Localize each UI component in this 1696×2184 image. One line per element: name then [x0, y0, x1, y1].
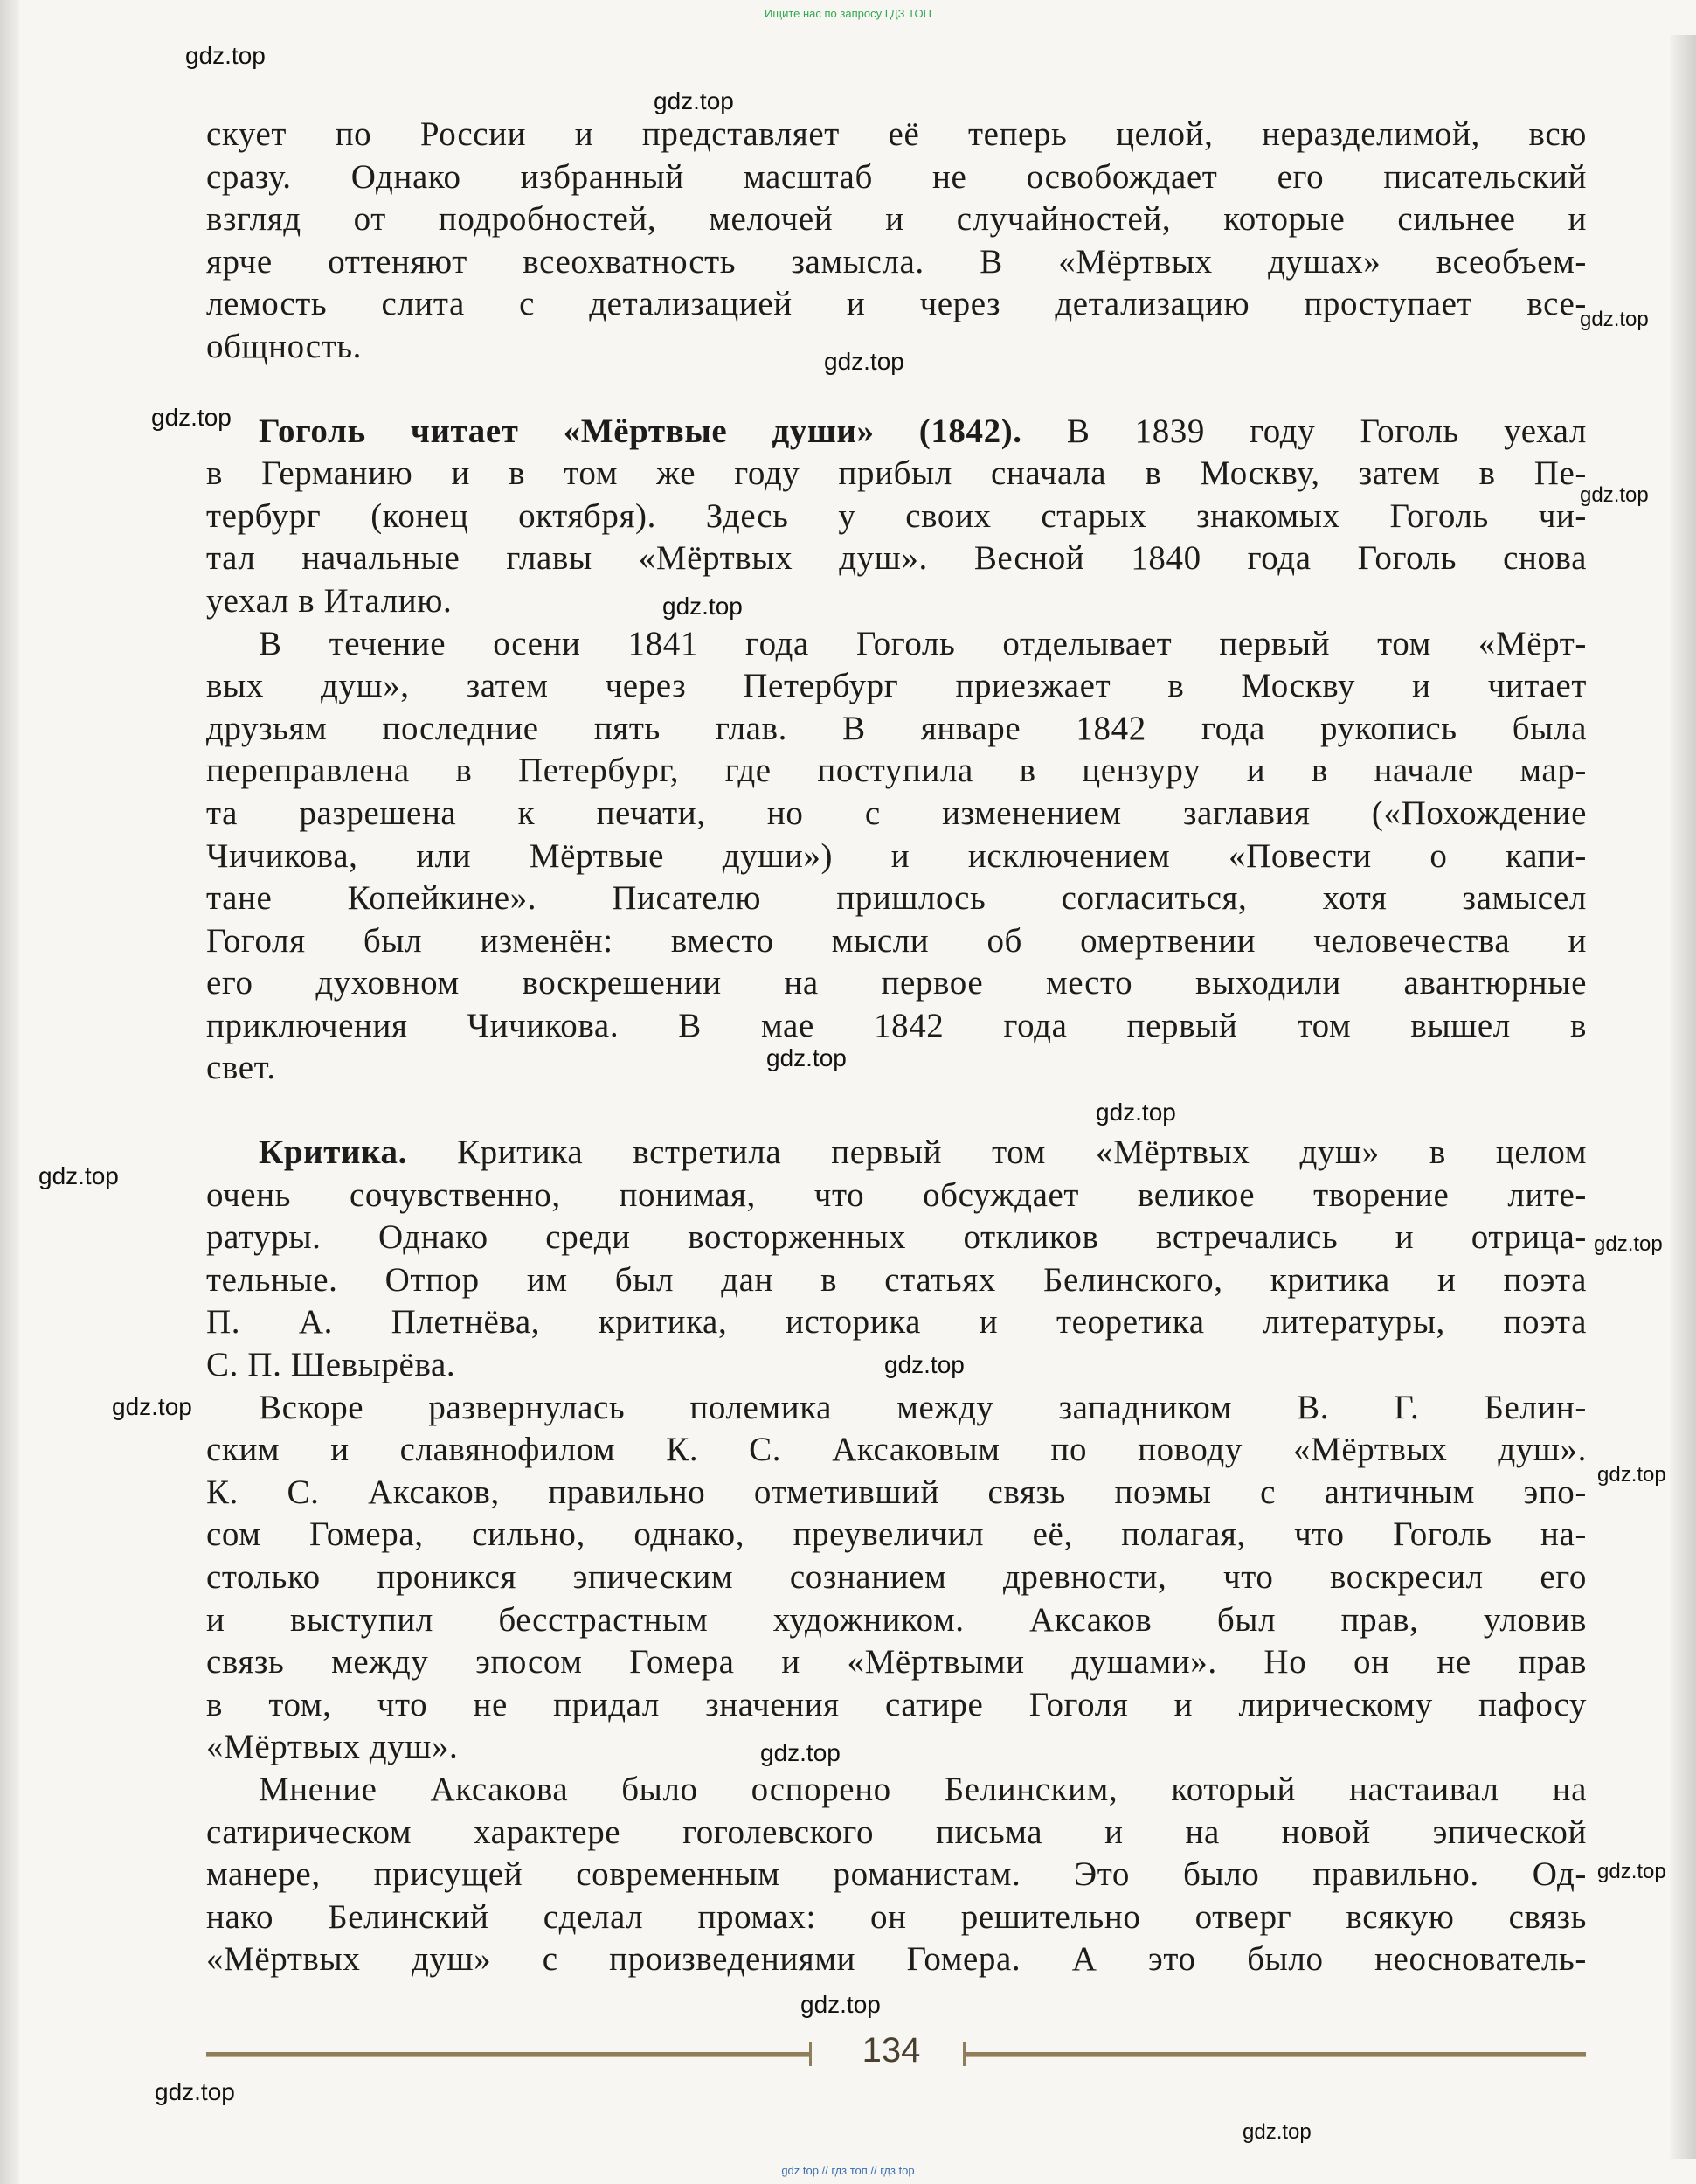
top-banner: Ищите нас по запросу ГДЗ ТОП	[765, 7, 931, 20]
page-edge-left	[0, 0, 19, 2184]
watermark: gdz.top	[1597, 1463, 1666, 1487]
text-line: скует по России и представляет её теперь целой, неразделимой, всю	[206, 115, 1587, 153]
text-line: тербург (конец октября). Здесь у своих старых знакомых Гоголь чи-	[206, 496, 1587, 535]
text-line: связь между эпосом Гомера и «Мёртвыми душами». Но он не прав	[206, 1643, 1587, 1681]
section-heading-criticism: Критика.	[259, 1134, 407, 1172]
text-line: тане Копейкине». Писателю пришлось согласиться, хотя замысел	[206, 879, 1587, 918]
watermark: gdz.top	[1580, 483, 1649, 507]
footer-rule-tick	[809, 2042, 812, 2066]
text-line: С. П. Шевырёва.	[206, 1346, 456, 1384]
text-line: ярче оттеняют всеохватность замысла. В «Мёртвых душах» всеобъем-	[206, 242, 1587, 281]
watermark: gdz.top	[155, 2078, 235, 2105]
text-line: лемость слита с детализацией и через детализацию проступает все-	[206, 285, 1587, 323]
text-line: и выступил бесстрастным художником. Аксаков был прав, уловив	[206, 1600, 1587, 1639]
text-line: тал начальные главы «Мёртвых душ». Весной 1840 года Гоголь снова	[206, 539, 1587, 578]
text-line: В течение осени 1841 года Гоголь отделывает первый том «Мёрт-	[259, 624, 1587, 662]
text-line: в Германию и в том же году прибыл сначала в Москву, затем в Пе-	[206, 454, 1587, 493]
text-line: ратуры. Однако среди восторженных откликов встречались и отрица-	[206, 1218, 1587, 1257]
text-line: сом Гомера, сильно, однако, преувеличил её, полагая, что Гоголь на-	[206, 1515, 1587, 1554]
page-number: 134	[862, 2031, 921, 2070]
text-line: Мнение Аксакова было оспорено Белинским, который настаивал на	[259, 1770, 1587, 1808]
footer-rule-left	[206, 2052, 809, 2057]
text-line: «Мёртвых душ».	[206, 1728, 459, 1766]
text-line: взгляд от подробностей, мелочей и случайностей, которые сильнее и	[206, 200, 1587, 239]
text-line: друзьям последние пять глав. В январе 1842 года рукопись была	[206, 709, 1587, 747]
text-line: Гоголя был изменён: вместо мысли об омертвении человечества и	[206, 921, 1587, 960]
text-line: К. С. Аксаков, правильно отметивший связь поэмы с античным эпо-	[206, 1473, 1587, 1511]
text-line: сатирическом характере гоголевского письма и на новой эпической	[206, 1813, 1587, 1851]
watermark: gdz.top	[1096, 1099, 1176, 1126]
footer-rule-right	[966, 2052, 1586, 2057]
page-edge-right	[1670, 35, 1696, 2159]
text-line: Критика. Критика встретила первый том «Мёртвых душ» в целом	[259, 1134, 1587, 1172]
watermark: gdz.top	[1243, 2120, 1312, 2144]
watermark: gdz.top	[1597, 1860, 1666, 1883]
watermark: gdz.top	[654, 87, 734, 114]
text-line: вых душ», затем через Петербург приезжает в Москву и читает	[206, 667, 1587, 705]
watermark: gdz.top	[766, 1044, 847, 1071]
watermark: gdz.top	[185, 42, 266, 69]
watermark: gdz.top	[151, 404, 232, 431]
text-line: очень сочувственно, понимая, что обсуждает великое творение лите-	[206, 1175, 1587, 1214]
watermark: gdz.top	[1594, 1232, 1663, 1256]
section-heading-reading: Гоголь читает «Мёртвые души» (1842).	[259, 412, 1022, 450]
text-line: нако Белинский сделал промах: он решительно отверг всякую связь	[206, 1897, 1587, 1936]
page-text	[206, 114, 1587, 1981]
text-line: Чичикова, или Мёртвые души») и исключением «Повести о капи-	[206, 836, 1587, 875]
watermark: gdz.top	[884, 1351, 965, 1378]
text-line: «Мёртвых душ» с произведениями Гомера. А это было неоснователь-	[206, 1940, 1587, 1979]
text-line: сразу. Однако избранный масштаб не освобождает его писательский	[206, 157, 1587, 196]
watermark: gdz.top	[662, 593, 743, 620]
text-line: тельные. Отпор им был дан в статьях Белинского, критика и поэта	[206, 1260, 1587, 1299]
watermark: gdz.top	[800, 1991, 881, 2018]
text-line: свет.	[206, 1049, 276, 1087]
text-line: Гоголь читает «Мёртвые души» (1842). В 1839 году Гоголь уехал	[259, 412, 1587, 450]
text-line: ским и славянофилом К. С. Аксаковым по поводу «Мёртвых душ».	[206, 1431, 1587, 1469]
text-line: П. А. Плетнёва, критика, историка и теоретика литературы, поэта	[206, 1303, 1587, 1342]
watermark: gdz.top	[1580, 308, 1649, 331]
text-line: та разрешена к печати, но с изменением заглавия («Похождение	[206, 794, 1587, 832]
text-line: столько проникся эпическим сознанием древности, что воскресил его	[206, 1558, 1587, 1596]
watermark: gdz.top	[38, 1162, 119, 1189]
text-line: его духовном воскрешении на первое место выходили авантюрные	[206, 964, 1587, 1002]
text-line: уехал в Италию.	[206, 581, 453, 620]
watermark: gdz.top	[112, 1393, 192, 1420]
text-line: Вскоре развернулась полемика между западником В. Г. Белин-	[259, 1388, 1587, 1426]
text-line: в том, что не придал значения сатире Гоголя и лирическому пафосу	[206, 1685, 1587, 1723]
text-line: манере, присущей современным романистам. Это было правильно. Од-	[206, 1855, 1587, 1894]
watermark: gdz.top	[760, 1739, 841, 1766]
bottom-banner: gdz top // гдз топ // гдз top	[781, 2164, 915, 2177]
text-line: общность.	[206, 327, 363, 365]
text-line: переправлена в Петербург, где поступила в цензуру и в начале мар-	[206, 752, 1587, 790]
text-line: приключения Чичикова. В мае 1842 года первый том вышел в	[206, 1006, 1587, 1044]
watermark: gdz.top	[824, 348, 904, 375]
